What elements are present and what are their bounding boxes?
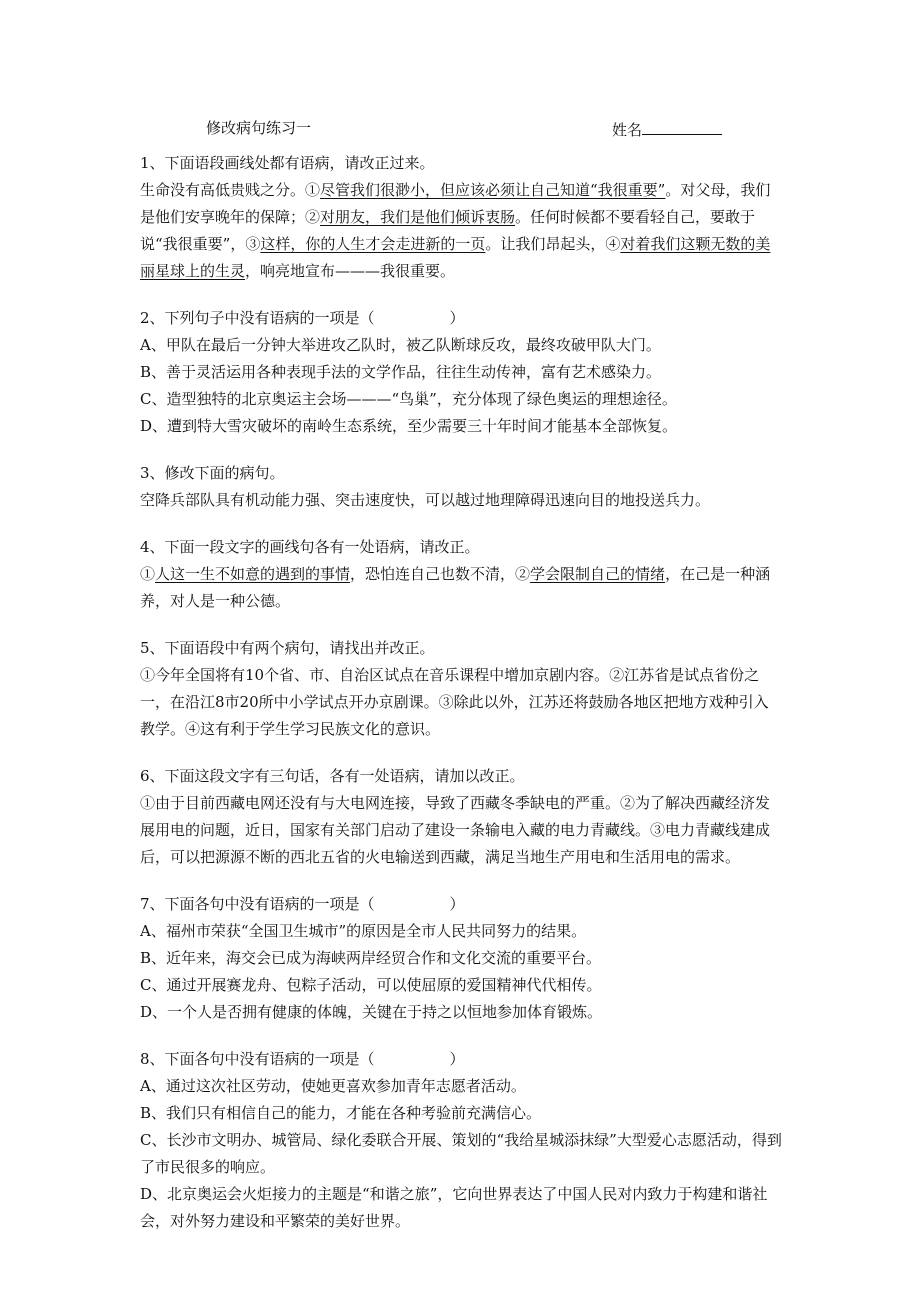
name-blank-line — [642, 116, 722, 135]
question-4-prompt: 4、下面一段文字的画线句各有一处语病，请改正。 — [140, 538, 480, 556]
option-b: B、善于灵活运用各种表现手法的文学作品，往往生动传神，富有艺术感染力。 — [140, 363, 662, 381]
option-a: A、通过这次社区劳动，使她更喜欢参加青年志愿者活动。 — [140, 1077, 526, 1095]
q1-underlined-4: 对着我们这颗无数的美丽星球上的生灵 — [140, 235, 771, 280]
option-d: D、一个人是否拥有健康的体魄，关键在于持之以恒地参加体育锻炼。 — [140, 1003, 603, 1021]
question-4 — [140, 534, 782, 615]
question-7-prompt: 7、下面各句中没有语病的一项是（ ） — [140, 895, 465, 913]
question-7 — [140, 891, 782, 1026]
q1-text-4: ，响亮地宣布———我很重要。 — [245, 262, 456, 280]
option-a: A、福州市荣获“全国卫生城市”的原因是全市人民共同努力的结果。 — [140, 922, 587, 940]
question-6-passage: ①由于目前西藏电网还没有与大电网连接，导致了西藏冬季缺电的严重。②为了解决西藏经济发展用电的问题，近日，国家有关部门启动了建设一条输电入藏的电力青藏线。③电力青藏线建成后，可以把源源不断的西北五省的火电输送到西藏，满足当地生产用电和生活用电的需求。 — [140, 794, 771, 866]
q1-underlined-3: 这样，你的人生才会走进新的一页 — [260, 235, 486, 253]
question-6-prompt: 6、下面这段文字有三句话，各有一处语病，请加以改正。 — [140, 767, 525, 785]
question-3-sentence: 空降兵部队具有机动能力强、突击速度快，可以越过地理障碍迅速向目的地投送兵力。 — [140, 491, 711, 509]
option-c: C、造型独特的北京奥运主会场———“鸟巢”，充分体现了绿色奥运的理想途径。 — [140, 390, 677, 408]
question-5-prompt: 5、下面语段中有两个病句，请找出并改正。 — [140, 639, 435, 657]
option-d: D、遭到特大雪灾破坏的南岭生态系统，至少需要三十年时间才能基本全部恢复。 — [140, 417, 678, 435]
option-a: A、甲队在最后一分钟大举进攻乙队时，被乙队断球反攻，最终攻破甲队大门。 — [140, 336, 661, 354]
q1-text-3: 。让我们昂起头，④ — [485, 235, 621, 253]
option-b: B、我们只有相信自己的能力，才能在各种考验前充满信心。 — [140, 1104, 542, 1122]
option-d: D、北京奥运会火炬接力的主题是“和谐之旅”，它向世界表达了中国人民对内致力于构建和谐社会，对外努力建设和平繁荣的美好世界。 — [140, 1185, 768, 1230]
q4-underlined-1: 人这一生不如意的遇到的事情 — [155, 565, 351, 583]
question-2 — [140, 305, 782, 440]
question-8-prompt: 8、下面各句中没有语病的一项是（ ） — [140, 1050, 465, 1068]
question-8 — [140, 1046, 782, 1235]
q1-underlined-1: 尽管我们很渺小，但应该必须让自己知道“我很重要” — [320, 181, 666, 199]
name-field — [612, 116, 722, 140]
q1-text-2: 。任何时候都不要看轻自己，要敢于说“我很重要”，③ — [140, 208, 756, 253]
q1-underlined-2: 对朋友，我们是他们倾诉衷肠 — [320, 208, 516, 226]
question-5-passage: ①今年全国将有10个省、市、自治区试点在音乐课程中增加京剧内容。②江苏省是试点省份之一，在沿江8市20所中小学试点开办京剧课。③除此以外，江苏还将鼓励各地区把地方戏种引入教学。④这有利于学生学习民族文化的意识。 — [140, 666, 769, 738]
option-c: C、通过开展赛龙舟、包粽子活动，可以使屈原的爱国精神代代相传。 — [140, 976, 602, 994]
option-b: B、近年来，海交会已成为海峡两岸经贸合作和文化交流的重要平台。 — [140, 949, 602, 967]
name-label: 姓名 — [611, 121, 642, 139]
q4-text-0: ① — [140, 565, 156, 583]
question-1-passage — [140, 177, 782, 285]
q1-text-1: 。对父母，我们是他们安享晚年的保障；② — [140, 181, 771, 226]
q4-text-1: ，恐怕连自己也数不清，② — [350, 565, 531, 583]
worksheet-header — [140, 116, 782, 140]
question-3 — [140, 460, 782, 514]
worksheet-title: 修改病句练习一 — [206, 119, 312, 137]
question-5 — [140, 635, 782, 743]
q4-text-2: ，在己是一种涵养，对人是一种公德。 — [140, 565, 771, 610]
question-1-prompt: 1、下面语段画线处都有语病，请改正过来。 — [140, 154, 435, 172]
question-4-passage — [140, 561, 782, 615]
question-1 — [140, 150, 782, 285]
question-2-prompt: 2、下列句子中没有语病的一项是（ ） — [140, 309, 465, 327]
question-3-prompt: 3、修改下面的病句。 — [140, 464, 285, 482]
question-6 — [140, 763, 782, 871]
option-c: C、长沙市文明办、城管局、绿化委联合开展、策划的“我给星城添抹绿”大型爱心志愿活动，得到了市民很多的响应。 — [140, 1131, 782, 1176]
q1-text-0: 生命没有高低贵贱之分。① — [140, 181, 321, 199]
q4-underlined-2: 学会限制自己的情绪 — [530, 565, 666, 583]
